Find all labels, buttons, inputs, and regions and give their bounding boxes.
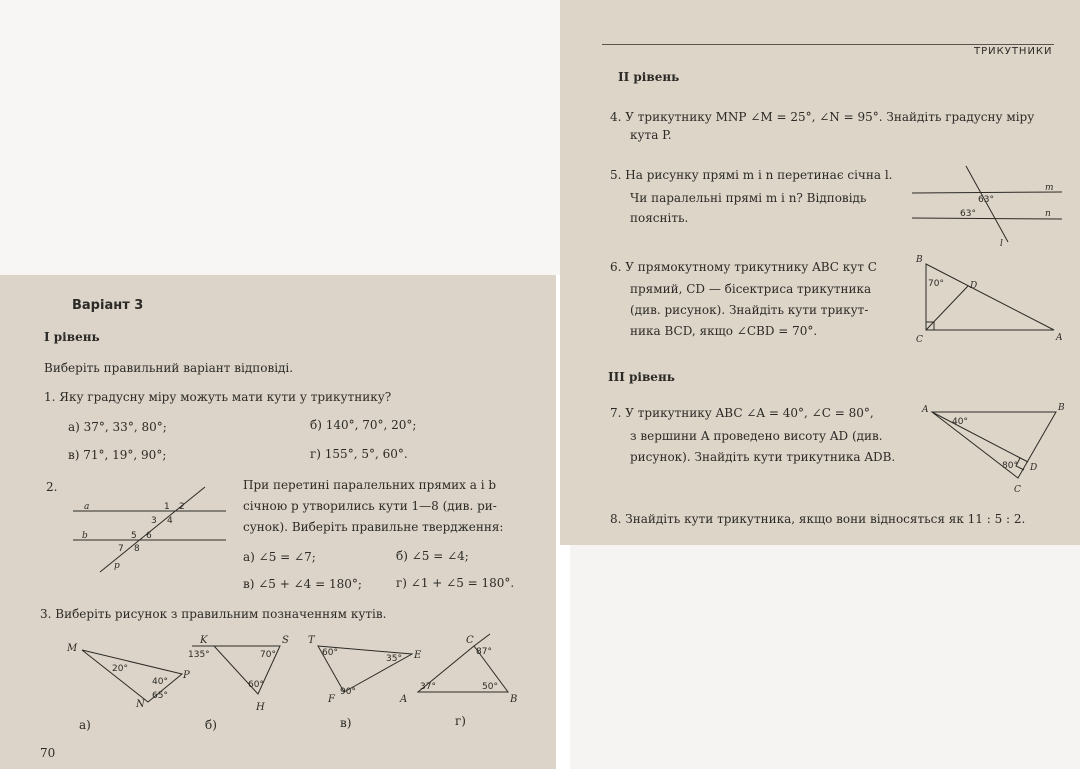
q2-line1: При перетині паралельних прямих a і b [243, 478, 497, 492]
q7-fig-a: A [922, 405, 929, 415]
q1-text: 1. Яку градусну міру можуть мати кути у трикутнику? [44, 390, 392, 404]
header-rule [602, 44, 1054, 45]
q6-line3: (див. рисунок). Знайдіть кути трикут- [630, 303, 869, 317]
q3a-vertex-n: N [136, 699, 145, 710]
q3d-vertex-c: C [466, 635, 474, 646]
q5-fig-n: n [1045, 209, 1051, 219]
q6-line4: ника BCD, якщо ∠CBD = 70°. [630, 324, 818, 338]
q7-fig-angle-1: 40° [952, 417, 968, 427]
q7-line3: рисунок). Знайдіть кути трикутника ADB. [630, 450, 896, 464]
q7-line1: 7. У трикутнику ABC ∠A = 40°, ∠C = 80°, [610, 406, 874, 420]
q2-fig-n7: 7 [118, 544, 124, 554]
q5-line3: поясніть. [630, 211, 689, 225]
q5-fig-angle-2: 63° [960, 209, 976, 219]
instruction-text: Виберіть правильний варіант відповіді. [44, 361, 294, 375]
q2-option-d: г) ∠1 + ∠5 = 180°. [396, 576, 515, 590]
q7-triangle-figure [918, 398, 1074, 498]
q1-option-c: в) 71°, 19°, 90°; [68, 448, 167, 462]
q2-option-b: б) ∠5 = ∠4; [396, 549, 469, 563]
q6-fig-b: B [916, 255, 923, 265]
q2-fig-n1: 1 [164, 502, 170, 512]
q3-figure-a [64, 640, 194, 710]
chapter-header: ТРИКУТНИКИ [974, 46, 1053, 57]
q2-fig-line-p: p [114, 561, 120, 571]
q3a-angle-2: 40° [152, 677, 168, 687]
blank-paper-top-left [0, 0, 560, 275]
q3b-vertex-h: H [256, 702, 265, 713]
q2-parallel-lines-figure [70, 484, 230, 574]
q3c-angle-3: 90° [340, 687, 356, 697]
q6-fig-angle: 70° [928, 279, 944, 289]
q5-transversal-figure [908, 164, 1068, 254]
q3c-vertex-f: F [328, 694, 335, 705]
q1-option-a: а) 37°, 33°, 80°; [68, 420, 167, 434]
q2-fig-line-b: b [82, 531, 88, 541]
level3-heading: ІІІ рівень [608, 370, 675, 384]
q2-fig-n2: 2 [179, 502, 185, 512]
q7-fig-b: B [1058, 403, 1065, 413]
q2-fig-n6: 6 [146, 531, 152, 541]
q7-fig-angle-2: 80° [1002, 461, 1018, 471]
q1-option-d: г) 155°, 5°, 60°. [310, 447, 408, 461]
q6-fig-c: C [916, 335, 923, 345]
level2-heading: ІІ рівень [618, 70, 680, 84]
q3d-vertex-b: B [510, 694, 518, 705]
q7-line2: з вершини A проведено висоту AD (див. [630, 429, 883, 443]
q7-fig-c: C [1014, 485, 1021, 495]
q6-right-triangle-figure [910, 252, 1070, 347]
q3-label-b: б) [205, 718, 217, 732]
q8-text: 8. Знайдіть кути трикутника, якщо вони відносяться як 11 : 5 : 2. [610, 512, 1026, 526]
q5-fig-l: l [1000, 239, 1003, 249]
q3b-vertex-s: S [282, 635, 289, 646]
q4-line1: 4. У трикутнику MNP ∠M = 25°, ∠N = 95°. Знайдіть градусну міру [610, 110, 1035, 124]
q2-fig-n4: 4 [167, 516, 173, 526]
q3c-vertex-e: E [414, 650, 422, 661]
q3c-vertex-t: T [308, 635, 315, 646]
q3d-angle-3: 50° [482, 682, 498, 692]
q2-number: 2. [46, 480, 58, 494]
q1-option-b: б) 140°, 70°, 20°; [310, 418, 417, 432]
page-number: 70 [40, 746, 56, 760]
q5-line1: 5. На рисунку прямі m і n перетинає січна l. [610, 168, 893, 182]
q6-line2: прямий, CD — бісектриса трикутника [630, 282, 872, 296]
q3-figure-b [184, 632, 294, 714]
q3-label-d: г) [455, 714, 466, 728]
q6-fig-a: A [1056, 333, 1063, 343]
q5-fig-m: m [1045, 183, 1054, 193]
q6-line1: 6. У прямокутному трикутнику ABC кут C [610, 260, 877, 274]
q3b-angle-2: 70° [260, 650, 276, 660]
q3c-angle-1: 60° [322, 648, 338, 658]
q2-option-a: а) ∠5 = ∠7; [243, 550, 316, 564]
q3d-vertex-a: A [400, 694, 408, 705]
q3a-vertex-m: M [67, 643, 78, 654]
q5-fig-angle-1: 63° [978, 195, 994, 205]
q3-text: 3. Виберіть рисунок з правильним позначенням кутів. [40, 607, 387, 621]
level1-heading: І рівень [44, 330, 100, 344]
q3b-vertex-k: K [200, 635, 208, 646]
q2-fig-n3: 3 [151, 516, 157, 526]
q2-line3: сунок). Виберіть правильне твердження: [243, 520, 504, 534]
q3-label-c: в) [340, 716, 352, 730]
variant-title: Варіант 3 [72, 298, 144, 313]
q2-fig-n8: 8 [134, 544, 140, 554]
q3d-angle-2: 37° [420, 682, 436, 692]
q6-fig-d: D [970, 281, 978, 291]
q2-fig-n5: 5 [131, 531, 137, 541]
q3c-angle-2: 35° [386, 654, 402, 664]
q2-option-c: в) ∠5 + ∠4 = 180°; [243, 577, 362, 591]
q3a-angle-1: 20° [112, 664, 128, 674]
q5-line2: Чи паралельні прямі m і n? Відповідь [630, 191, 867, 205]
q3a-angle-3: 65° [152, 691, 168, 701]
q3d-angle-1: 87° [476, 647, 492, 657]
q3a-vertex-p: P [183, 670, 190, 681]
q3-figure-d [396, 632, 526, 708]
q4-line2: кута P. [630, 128, 672, 142]
q3b-angle-1: 135° [188, 650, 210, 660]
blank-paper-bottom-right [570, 545, 1080, 769]
q2-line2: січною p утворились кути 1—8 (див. ри- [243, 499, 497, 513]
q7-fig-d: D [1030, 463, 1038, 473]
q3b-angle-3: 60° [248, 680, 264, 690]
q2-fig-line-a: a [84, 502, 90, 512]
q3-label-a: а) [79, 718, 91, 732]
